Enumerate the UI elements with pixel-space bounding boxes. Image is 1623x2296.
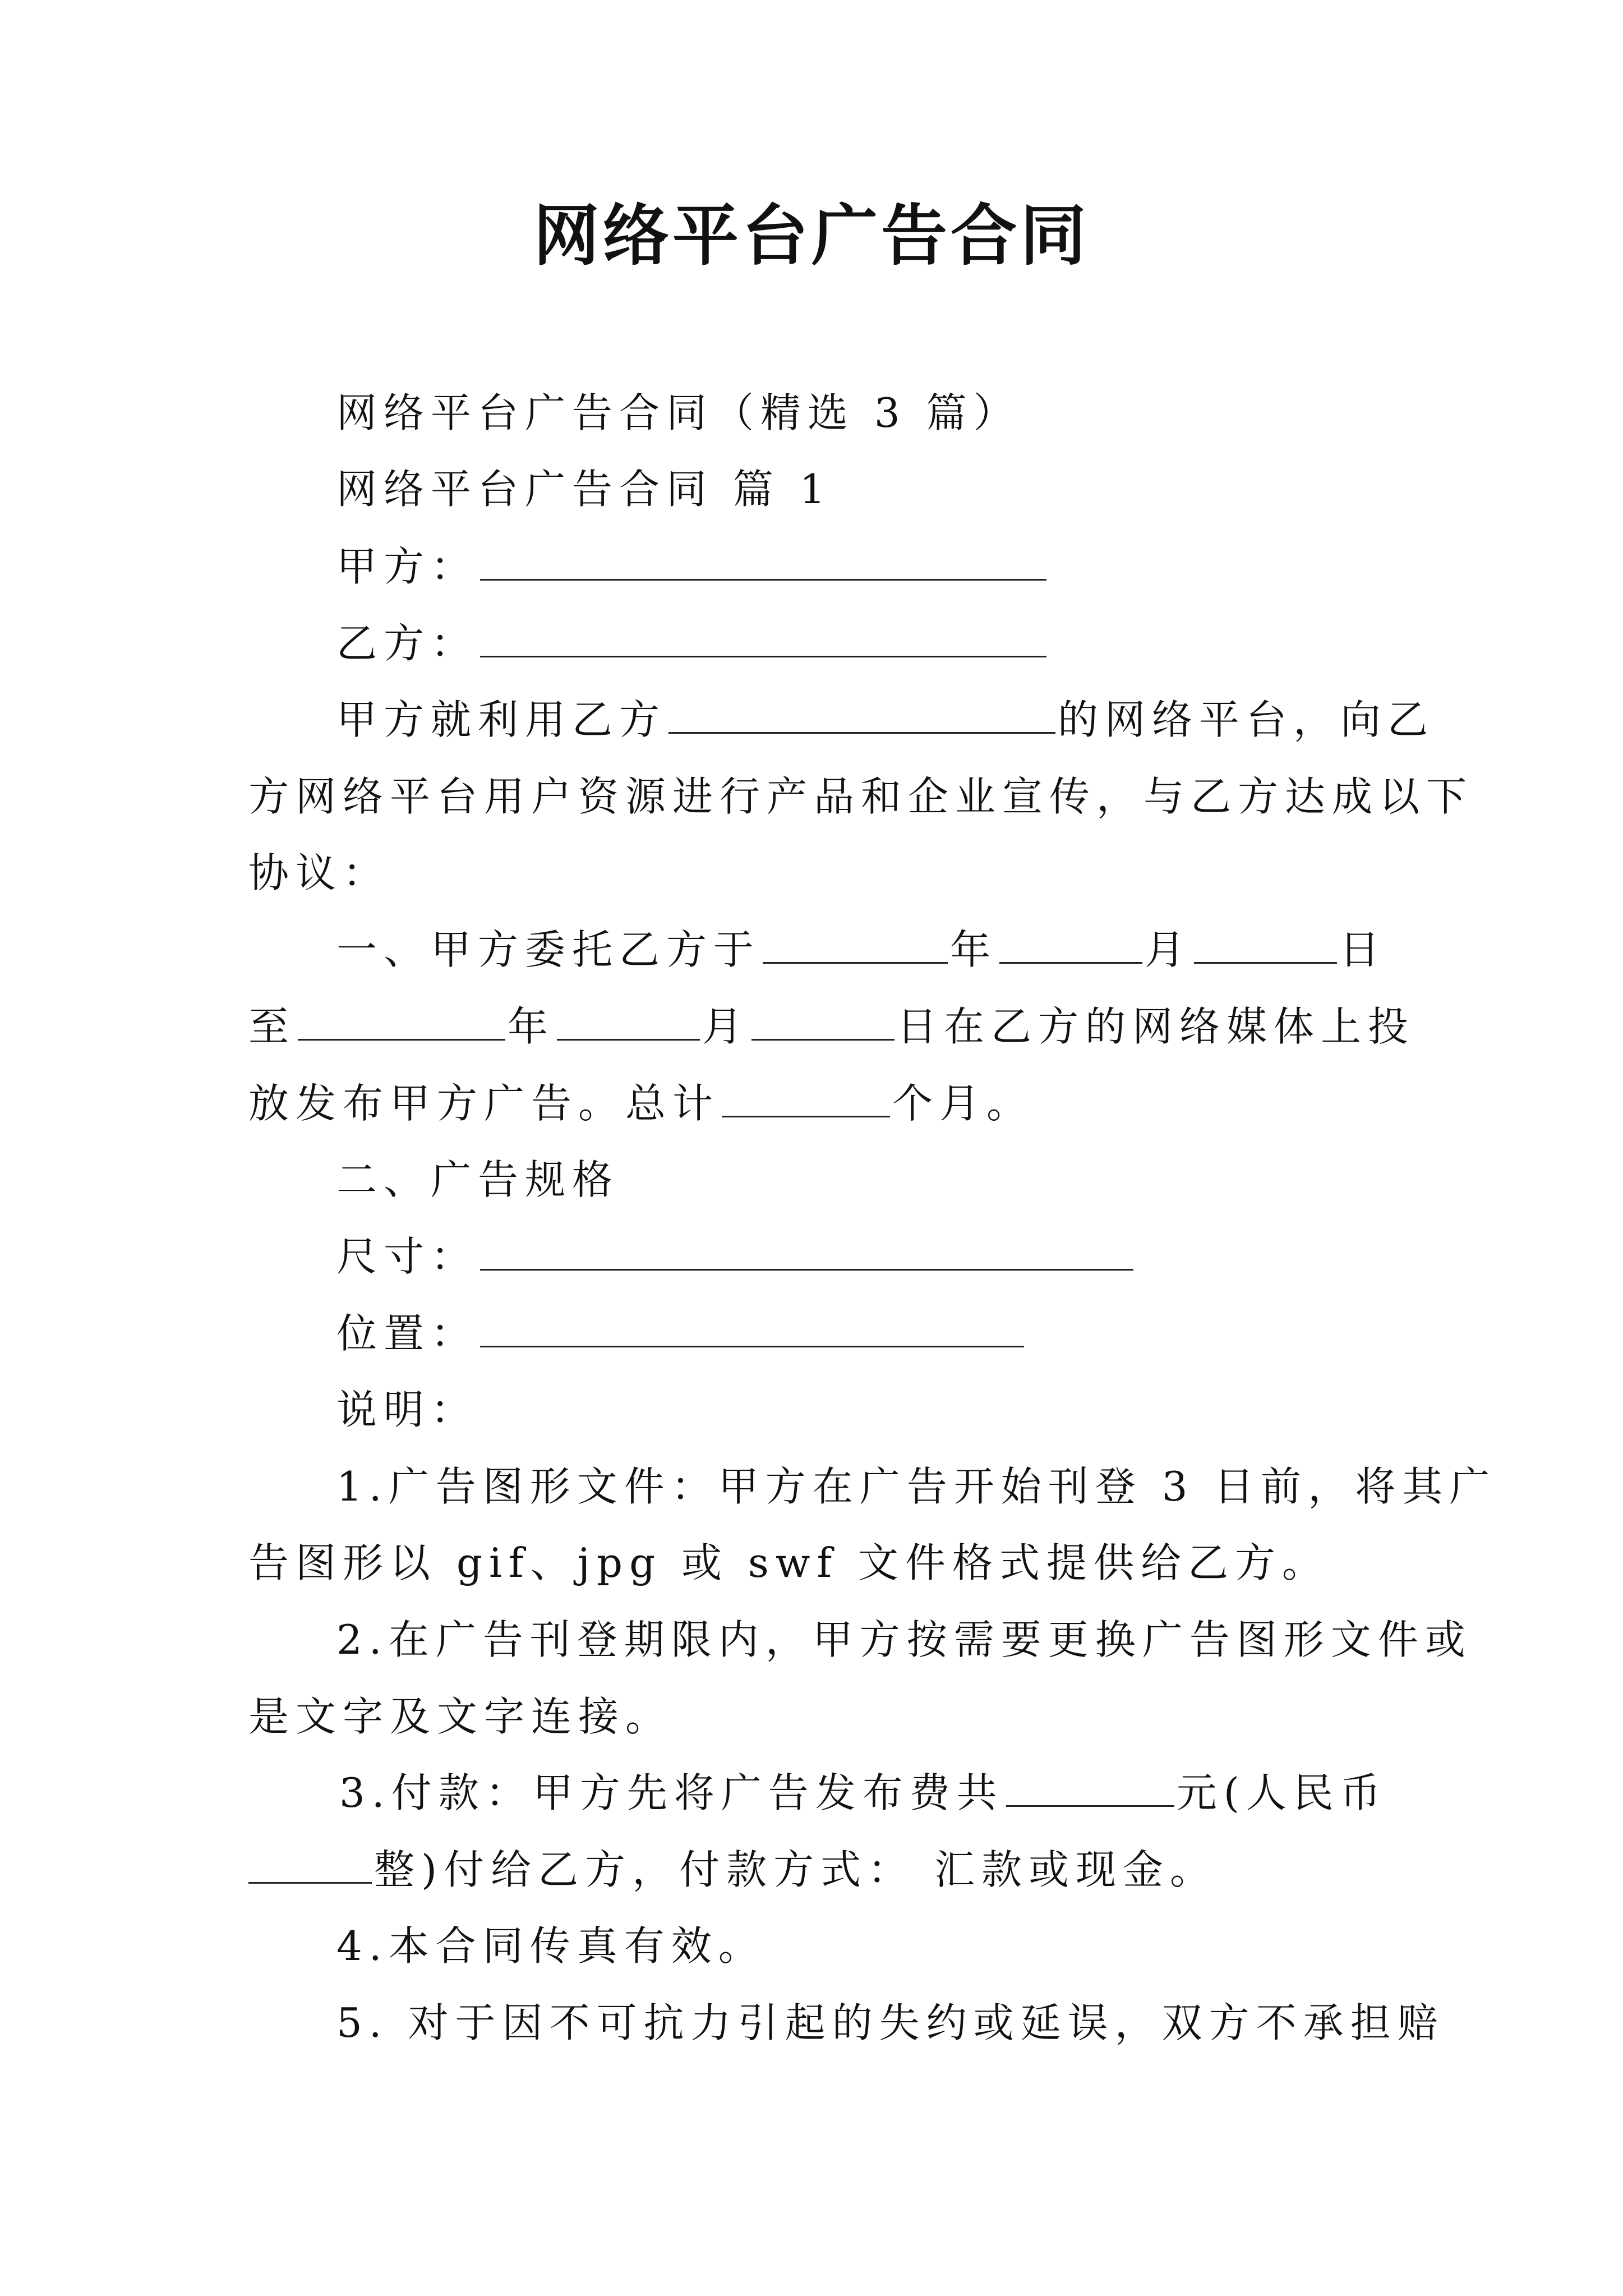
- paragraph-intro-line-3: 协议：: [248, 849, 390, 896]
- end-year-blank: [298, 1001, 505, 1041]
- item-3-line-1: [339, 1765, 1387, 1821]
- document-title: 网络平台广告合同: [533, 196, 1090, 274]
- year-label-2: 年: [508, 1003, 555, 1050]
- subtitle: 网络平台广告合同（精选 3 篇）: [336, 389, 1021, 436]
- fee-words-blank: [248, 1844, 372, 1884]
- item-4: 4.本合同传真有效。: [336, 1922, 766, 1970]
- end-month-blank: [557, 1001, 700, 1041]
- clause-2-title: 二、广告规格: [336, 1156, 620, 1203]
- paragraph-intro-line-2: 方网络平台用户资源进行产品和企业宣传，与乙方达成以下: [248, 773, 1474, 820]
- party-a-blank: [480, 541, 1046, 581]
- month-label: 月: [1145, 926, 1192, 973]
- party-b-line: [336, 615, 1049, 671]
- item-2-line-2: 是文字及文字连接。: [248, 1693, 673, 1740]
- position-blank: [480, 1308, 1024, 1347]
- position-line: [336, 1305, 1026, 1361]
- position-label: 位置：: [336, 1310, 478, 1357]
- item-5-line-1: 5. 对于因不可抗力引起的失约或延误，双方不承担赔: [336, 1999, 1445, 2046]
- day-label: 日: [1339, 926, 1387, 973]
- start-month-blank: [999, 924, 1142, 964]
- total-end: 个月。: [892, 1080, 1034, 1127]
- size-line: [336, 1228, 1136, 1285]
- paragraph-intro-line-1: [336, 692, 1435, 748]
- to-label: 至: [248, 1003, 296, 1050]
- month-label-2: 月: [702, 1003, 750, 1050]
- item-3-line-2-end: 整)付给乙方，付款方式： 汇款或现金。: [374, 1846, 1217, 1893]
- party-b-label: 乙方：: [336, 620, 478, 667]
- clause-1-line-3: [248, 1075, 1034, 1131]
- item-1-line-1: 1.广告图形文件：甲方在广告开始刊登 3 日前，将其广: [336, 1463, 1497, 1510]
- year-label: 年: [950, 926, 998, 973]
- start-day-blank: [1194, 924, 1337, 964]
- clause-1-line-2-end: 日在乙方的网络媒体上投: [897, 1003, 1415, 1050]
- item-3-start: 3.付款：甲方先将广告发布费共: [339, 1769, 1004, 1816]
- intro-end: 的网络平台，向乙: [1058, 696, 1435, 743]
- section-heading: 网络平台广告合同 篇 1: [336, 466, 832, 513]
- size-label: 尺寸：: [336, 1233, 478, 1280]
- clause-1-line-2: [248, 999, 1415, 1055]
- party-a-line: [336, 539, 1049, 595]
- months-total-blank: [722, 1078, 890, 1117]
- clause-1-start: 一、甲方委托乙方于: [336, 926, 761, 973]
- intro-start: 甲方就利用乙方: [336, 696, 667, 743]
- clause-1-line-1: [336, 922, 1386, 978]
- size-blank: [480, 1231, 1133, 1271]
- fee-amount-blank: [1006, 1767, 1174, 1807]
- note-label: 说明：: [336, 1386, 478, 1433]
- party-b-blank: [480, 618, 1046, 657]
- party-a-label: 甲方：: [336, 543, 478, 590]
- start-year-blank: [763, 924, 948, 964]
- item-3-line-2: [248, 1842, 1217, 1898]
- total-start: 放发布甲方广告。总计: [248, 1080, 720, 1127]
- item-1-line-2: 告图形以 gif、jpg 或 swf 文件格式提供给乙方。: [248, 1539, 1330, 1586]
- end-day-blank: [751, 1001, 895, 1041]
- platform-name-blank: [668, 694, 1055, 734]
- item-2-line-1: 2.在广告刊登期限内，甲方按需要更换广告图形文件或: [336, 1616, 1472, 1663]
- item-3-end: 元(人民币: [1176, 1769, 1387, 1816]
